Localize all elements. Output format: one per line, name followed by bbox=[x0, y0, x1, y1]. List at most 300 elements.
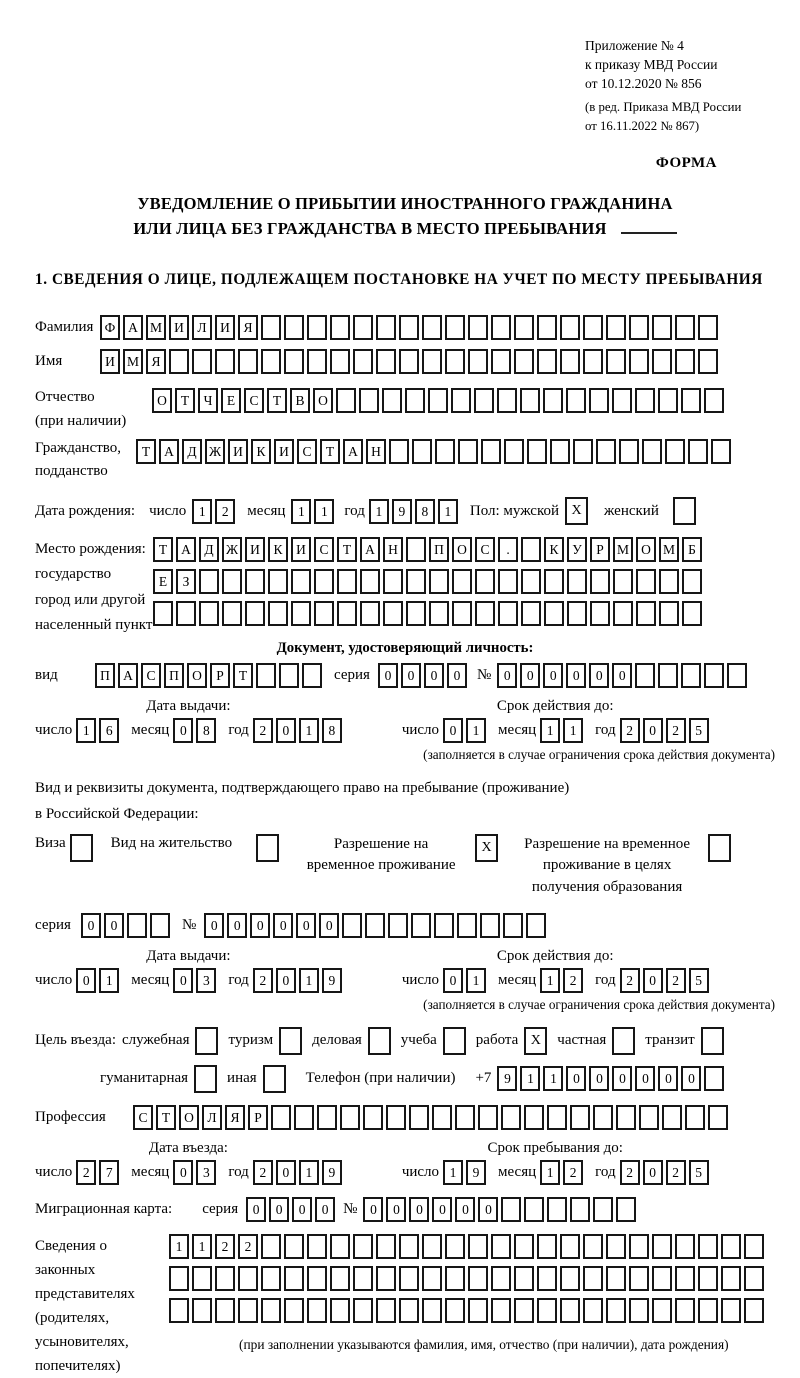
char-cell[interactable] bbox=[526, 913, 546, 938]
char-cell[interactable] bbox=[583, 315, 603, 340]
char-cell[interactable]: 9 bbox=[497, 1066, 517, 1091]
char-cell[interactable] bbox=[642, 439, 662, 464]
char-cell[interactable] bbox=[406, 601, 426, 626]
char-cell[interactable] bbox=[314, 569, 334, 594]
char-cell[interactable]: Р bbox=[248, 1105, 268, 1130]
char-cell[interactable]: И bbox=[100, 349, 120, 374]
char-cell[interactable] bbox=[199, 601, 219, 626]
char-cell[interactable]: Т bbox=[156, 1105, 176, 1130]
char-cell[interactable] bbox=[245, 569, 265, 594]
char-cell[interactable] bbox=[422, 1234, 442, 1259]
char-cell[interactable] bbox=[606, 349, 626, 374]
char-cell[interactable] bbox=[612, 388, 632, 413]
char-cell[interactable]: 1 bbox=[443, 1160, 463, 1185]
char-cell[interactable]: Т bbox=[337, 537, 357, 562]
char-cell[interactable] bbox=[195, 1027, 218, 1055]
char-cell[interactable] bbox=[279, 1027, 302, 1055]
char-cell[interactable] bbox=[330, 349, 350, 374]
char-cell[interactable] bbox=[491, 315, 511, 340]
char-cell[interactable] bbox=[429, 601, 449, 626]
char-cell[interactable] bbox=[681, 388, 701, 413]
char-cell[interactable]: Л bbox=[192, 315, 212, 340]
char-cell[interactable] bbox=[744, 1298, 764, 1323]
char-cell[interactable]: 0 bbox=[447, 663, 467, 688]
char-cell[interactable] bbox=[127, 913, 147, 938]
char-cell[interactable] bbox=[376, 1234, 396, 1259]
char-cell[interactable] bbox=[616, 1197, 636, 1222]
char-cell[interactable] bbox=[537, 1234, 557, 1259]
char-cell[interactable]: 1 bbox=[438, 499, 458, 524]
char-cell[interactable] bbox=[307, 349, 327, 374]
char-cell[interactable] bbox=[261, 315, 281, 340]
char-cell[interactable]: 1 bbox=[192, 499, 212, 524]
char-cell[interactable]: 2 bbox=[253, 968, 273, 993]
char-cell[interactable] bbox=[268, 569, 288, 594]
char-cell[interactable] bbox=[468, 1234, 488, 1259]
char-cell[interactable] bbox=[570, 1105, 590, 1130]
char-cell[interactable]: 1 bbox=[520, 1066, 540, 1091]
char-cell[interactable]: К bbox=[251, 439, 271, 464]
char-cell[interactable]: А bbox=[118, 663, 138, 688]
char-cell[interactable] bbox=[524, 1197, 544, 1222]
char-cell[interactable] bbox=[368, 1027, 391, 1055]
char-cell[interactable]: 0 bbox=[319, 913, 339, 938]
char-cell[interactable]: И bbox=[245, 537, 265, 562]
char-cell[interactable] bbox=[330, 315, 350, 340]
char-cell[interactable]: 0 bbox=[566, 663, 586, 688]
char-cell[interactable]: А bbox=[123, 315, 143, 340]
char-cell[interactable] bbox=[612, 1027, 635, 1055]
char-cell[interactable] bbox=[388, 913, 408, 938]
char-cell[interactable]: В bbox=[290, 388, 310, 413]
char-cell[interactable]: К bbox=[268, 537, 288, 562]
char-cell[interactable]: 0 bbox=[276, 968, 296, 993]
char-cell[interactable] bbox=[376, 1298, 396, 1323]
char-cell[interactable] bbox=[429, 569, 449, 594]
char-cell[interactable]: Б bbox=[682, 537, 702, 562]
char-cell[interactable] bbox=[629, 1298, 649, 1323]
char-cell[interactable]: 0 bbox=[443, 968, 463, 993]
char-cell[interactable] bbox=[330, 1234, 350, 1259]
char-cell[interactable]: 2 bbox=[253, 1160, 273, 1185]
char-cell[interactable] bbox=[711, 439, 731, 464]
char-cell[interactable] bbox=[284, 315, 304, 340]
char-cell[interactable] bbox=[405, 388, 425, 413]
char-cell[interactable] bbox=[573, 439, 593, 464]
char-cell[interactable] bbox=[527, 439, 547, 464]
char-cell[interactable] bbox=[192, 349, 212, 374]
char-cell[interactable] bbox=[497, 388, 517, 413]
char-cell[interactable] bbox=[468, 1298, 488, 1323]
char-cell[interactable] bbox=[284, 349, 304, 374]
char-cell[interactable] bbox=[412, 439, 432, 464]
char-cell[interactable] bbox=[491, 1234, 511, 1259]
char-cell[interactable] bbox=[376, 315, 396, 340]
char-cell[interactable]: 0 bbox=[292, 1197, 312, 1222]
char-cell[interactable]: 0 bbox=[173, 718, 193, 743]
char-cell[interactable] bbox=[337, 569, 357, 594]
char-cell[interactable]: 0 bbox=[543, 663, 563, 688]
char-cell[interactable]: 0 bbox=[173, 968, 193, 993]
char-cell[interactable] bbox=[445, 1234, 465, 1259]
char-cell[interactable] bbox=[455, 1105, 475, 1130]
char-cell[interactable]: 0 bbox=[246, 1197, 266, 1222]
char-cell[interactable]: 8 bbox=[415, 499, 435, 524]
char-cell[interactable] bbox=[192, 1266, 212, 1291]
char-cell[interactable] bbox=[434, 913, 454, 938]
char-cell[interactable]: 8 bbox=[196, 718, 216, 743]
char-cell[interactable]: Н bbox=[366, 439, 386, 464]
char-cell[interactable] bbox=[524, 1105, 544, 1130]
char-cell[interactable]: 3 bbox=[196, 968, 216, 993]
char-cell[interactable] bbox=[567, 601, 587, 626]
char-cell[interactable]: О bbox=[152, 388, 172, 413]
char-cell[interactable] bbox=[376, 349, 396, 374]
char-cell[interactable] bbox=[261, 1234, 281, 1259]
char-cell[interactable] bbox=[222, 569, 242, 594]
char-cell[interactable] bbox=[688, 439, 708, 464]
char-cell[interactable] bbox=[451, 388, 471, 413]
char-cell[interactable] bbox=[399, 1234, 419, 1259]
char-cell[interactable]: А bbox=[159, 439, 179, 464]
char-cell[interactable] bbox=[629, 1266, 649, 1291]
char-cell[interactable] bbox=[673, 497, 696, 525]
char-cell[interactable] bbox=[363, 1105, 383, 1130]
char-cell[interactable] bbox=[744, 1234, 764, 1259]
char-cell[interactable] bbox=[475, 569, 495, 594]
char-cell[interactable] bbox=[360, 601, 380, 626]
char-cell[interactable]: 3 bbox=[196, 1160, 216, 1185]
char-cell[interactable]: 0 bbox=[424, 663, 444, 688]
char-cell[interactable]: 0 bbox=[276, 718, 296, 743]
char-cell[interactable] bbox=[353, 1234, 373, 1259]
char-cell[interactable] bbox=[153, 601, 173, 626]
char-cell[interactable]: И bbox=[215, 315, 235, 340]
char-cell[interactable]: О bbox=[187, 663, 207, 688]
char-cell[interactable] bbox=[675, 349, 695, 374]
char-cell[interactable]: М bbox=[613, 537, 633, 562]
char-cell[interactable]: 2 bbox=[253, 718, 273, 743]
char-cell[interactable] bbox=[406, 569, 426, 594]
char-cell[interactable] bbox=[294, 1105, 314, 1130]
char-cell[interactable]: О bbox=[179, 1105, 199, 1130]
char-cell[interactable] bbox=[514, 1266, 534, 1291]
char-cell[interactable] bbox=[291, 601, 311, 626]
char-cell[interactable]: 0 bbox=[296, 913, 316, 938]
char-cell[interactable]: 1 bbox=[299, 968, 319, 993]
char-cell[interactable] bbox=[596, 439, 616, 464]
char-cell[interactable]: 0 bbox=[635, 1066, 655, 1091]
char-cell[interactable] bbox=[307, 1298, 327, 1323]
char-cell[interactable]: 2 bbox=[215, 1234, 235, 1259]
char-cell[interactable]: 7 bbox=[99, 1160, 119, 1185]
char-cell[interactable] bbox=[457, 913, 477, 938]
char-cell[interactable]: 0 bbox=[173, 1160, 193, 1185]
char-cell[interactable] bbox=[399, 1298, 419, 1323]
char-cell[interactable]: Ж bbox=[205, 439, 225, 464]
char-cell[interactable] bbox=[639, 1105, 659, 1130]
char-cell[interactable] bbox=[478, 1105, 498, 1130]
char-cell[interactable] bbox=[537, 1298, 557, 1323]
char-cell[interactable]: 0 bbox=[363, 1197, 383, 1222]
char-cell[interactable]: Т bbox=[136, 439, 156, 464]
char-cell[interactable]: 0 bbox=[566, 1066, 586, 1091]
char-cell[interactable]: Ж bbox=[222, 537, 242, 562]
char-cell[interactable] bbox=[514, 349, 534, 374]
char-cell[interactable] bbox=[422, 1298, 442, 1323]
char-cell[interactable] bbox=[445, 315, 465, 340]
char-cell[interactable]: Д bbox=[182, 439, 202, 464]
char-cell[interactable] bbox=[590, 601, 610, 626]
char-cell[interactable]: Е bbox=[153, 569, 173, 594]
char-cell[interactable]: 0 bbox=[401, 663, 421, 688]
char-cell[interactable]: 1 bbox=[76, 718, 96, 743]
char-cell[interactable]: 0 bbox=[81, 913, 101, 938]
char-cell[interactable] bbox=[279, 663, 299, 688]
char-cell[interactable]: Т bbox=[175, 388, 195, 413]
char-cell[interactable] bbox=[681, 663, 701, 688]
char-cell[interactable] bbox=[593, 1197, 613, 1222]
char-cell[interactable] bbox=[537, 315, 557, 340]
char-cell[interactable] bbox=[238, 349, 258, 374]
char-cell[interactable]: 0 bbox=[104, 913, 124, 938]
char-cell[interactable]: 0 bbox=[497, 663, 517, 688]
char-cell[interactable]: 1 bbox=[299, 718, 319, 743]
char-cell[interactable]: К bbox=[544, 537, 564, 562]
char-cell[interactable] bbox=[194, 1065, 217, 1093]
char-cell[interactable] bbox=[238, 1266, 258, 1291]
char-cell[interactable]: 0 bbox=[443, 718, 463, 743]
char-cell[interactable]: Я bbox=[225, 1105, 245, 1130]
char-cell[interactable]: 0 bbox=[612, 1066, 632, 1091]
char-cell[interactable]: 5 bbox=[689, 968, 709, 993]
char-cell[interactable] bbox=[708, 834, 731, 862]
char-cell[interactable] bbox=[353, 315, 373, 340]
char-cell[interactable] bbox=[261, 349, 281, 374]
char-cell[interactable]: 0 bbox=[589, 1066, 609, 1091]
char-cell[interactable] bbox=[302, 663, 322, 688]
char-cell[interactable]: 8 bbox=[322, 718, 342, 743]
char-cell[interactable] bbox=[547, 1197, 567, 1222]
char-cell[interactable] bbox=[475, 601, 495, 626]
char-cell[interactable] bbox=[382, 388, 402, 413]
char-cell[interactable]: П bbox=[429, 537, 449, 562]
char-cell[interactable]: 0 bbox=[204, 913, 224, 938]
char-cell[interactable] bbox=[652, 349, 672, 374]
char-cell[interactable] bbox=[501, 1197, 521, 1222]
char-cell[interactable] bbox=[480, 913, 500, 938]
char-cell[interactable] bbox=[504, 439, 524, 464]
char-cell[interactable] bbox=[458, 439, 478, 464]
char-cell[interactable] bbox=[176, 601, 196, 626]
char-cell[interactable]: 0 bbox=[681, 1066, 701, 1091]
char-cell[interactable]: 0 bbox=[589, 663, 609, 688]
char-cell[interactable] bbox=[284, 1298, 304, 1323]
char-cell[interactable] bbox=[386, 1105, 406, 1130]
char-cell[interactable] bbox=[314, 601, 334, 626]
char-cell[interactable]: 2 bbox=[620, 718, 640, 743]
char-cell[interactable] bbox=[635, 663, 655, 688]
char-cell[interactable]: П bbox=[164, 663, 184, 688]
char-cell[interactable] bbox=[256, 663, 276, 688]
char-cell[interactable] bbox=[399, 1266, 419, 1291]
char-cell[interactable] bbox=[675, 1266, 695, 1291]
char-cell[interactable]: 0 bbox=[643, 968, 663, 993]
char-cell[interactable] bbox=[432, 1105, 452, 1130]
char-cell[interactable] bbox=[521, 601, 541, 626]
char-cell[interactable] bbox=[336, 388, 356, 413]
char-cell[interactable]: 1 bbox=[291, 499, 311, 524]
char-cell[interactable]: 2 bbox=[563, 1160, 583, 1185]
char-cell[interactable] bbox=[514, 1298, 534, 1323]
char-cell[interactable] bbox=[675, 1234, 695, 1259]
char-cell[interactable]: 1 bbox=[99, 968, 119, 993]
char-cell[interactable] bbox=[268, 601, 288, 626]
char-cell[interactable]: 0 bbox=[643, 1160, 663, 1185]
char-cell[interactable]: И bbox=[274, 439, 294, 464]
char-cell[interactable]: А bbox=[360, 537, 380, 562]
char-cell[interactable] bbox=[383, 601, 403, 626]
char-cell[interactable]: 0 bbox=[76, 968, 96, 993]
char-cell[interactable]: 0 bbox=[250, 913, 270, 938]
char-cell[interactable] bbox=[215, 1266, 235, 1291]
char-cell[interactable] bbox=[307, 1266, 327, 1291]
char-cell[interactable]: 0 bbox=[658, 1066, 678, 1091]
char-cell[interactable] bbox=[443, 1027, 466, 1055]
char-cell[interactable]: И bbox=[228, 439, 248, 464]
char-cell[interactable] bbox=[593, 1105, 613, 1130]
char-cell[interactable] bbox=[629, 1234, 649, 1259]
char-cell[interactable] bbox=[583, 1266, 603, 1291]
char-cell[interactable] bbox=[481, 439, 501, 464]
char-cell[interactable]: X bbox=[524, 1027, 547, 1055]
char-cell[interactable] bbox=[744, 1266, 764, 1291]
char-cell[interactable]: 1 bbox=[369, 499, 389, 524]
char-cell[interactable] bbox=[652, 1298, 672, 1323]
char-cell[interactable]: 1 bbox=[540, 968, 560, 993]
char-cell[interactable]: Т bbox=[233, 663, 253, 688]
char-cell[interactable] bbox=[284, 1266, 304, 1291]
char-cell[interactable] bbox=[659, 601, 679, 626]
char-cell[interactable]: 2 bbox=[666, 1160, 686, 1185]
char-cell[interactable]: Ф bbox=[100, 315, 120, 340]
char-cell[interactable] bbox=[698, 1266, 718, 1291]
char-cell[interactable] bbox=[537, 1266, 557, 1291]
char-cell[interactable] bbox=[215, 1298, 235, 1323]
char-cell[interactable] bbox=[340, 1105, 360, 1130]
char-cell[interactable]: О bbox=[452, 537, 472, 562]
char-cell[interactable] bbox=[560, 349, 580, 374]
char-cell[interactable]: 1 bbox=[192, 1234, 212, 1259]
char-cell[interactable]: 1 bbox=[466, 718, 486, 743]
char-cell[interactable] bbox=[698, 349, 718, 374]
char-cell[interactable] bbox=[514, 1234, 534, 1259]
char-cell[interactable]: О bbox=[636, 537, 656, 562]
char-cell[interactable]: Я bbox=[146, 349, 166, 374]
char-cell[interactable] bbox=[307, 1234, 327, 1259]
char-cell[interactable]: 1 bbox=[299, 1160, 319, 1185]
char-cell[interactable] bbox=[261, 1266, 281, 1291]
char-cell[interactable] bbox=[520, 388, 540, 413]
char-cell[interactable]: Т bbox=[153, 537, 173, 562]
char-cell[interactable] bbox=[583, 1298, 603, 1323]
char-cell[interactable] bbox=[501, 1105, 521, 1130]
char-cell[interactable] bbox=[583, 1234, 603, 1259]
char-cell[interactable] bbox=[337, 601, 357, 626]
char-cell[interactable] bbox=[636, 601, 656, 626]
char-cell[interactable] bbox=[256, 834, 279, 862]
char-cell[interactable]: Р bbox=[590, 537, 610, 562]
char-cell[interactable]: Е bbox=[221, 388, 241, 413]
char-cell[interactable] bbox=[353, 1266, 373, 1291]
char-cell[interactable] bbox=[422, 315, 442, 340]
char-cell[interactable] bbox=[652, 315, 672, 340]
char-cell[interactable] bbox=[704, 1066, 724, 1091]
char-cell[interactable] bbox=[365, 913, 385, 938]
char-cell[interactable] bbox=[567, 569, 587, 594]
char-cell[interactable] bbox=[353, 349, 373, 374]
char-cell[interactable] bbox=[544, 569, 564, 594]
char-cell[interactable]: 0 bbox=[315, 1197, 335, 1222]
char-cell[interactable] bbox=[330, 1298, 350, 1323]
char-cell[interactable] bbox=[665, 439, 685, 464]
char-cell[interactable] bbox=[452, 601, 472, 626]
char-cell[interactable] bbox=[570, 1197, 590, 1222]
char-cell[interactable] bbox=[199, 569, 219, 594]
char-cell[interactable] bbox=[406, 537, 426, 562]
char-cell[interactable] bbox=[284, 1234, 304, 1259]
char-cell[interactable]: 1 bbox=[314, 499, 334, 524]
char-cell[interactable] bbox=[353, 1298, 373, 1323]
char-cell[interactable] bbox=[468, 349, 488, 374]
char-cell[interactable] bbox=[682, 569, 702, 594]
char-cell[interactable]: Р bbox=[210, 663, 230, 688]
char-cell[interactable] bbox=[698, 1234, 718, 1259]
char-cell[interactable] bbox=[721, 1266, 741, 1291]
char-cell[interactable] bbox=[583, 349, 603, 374]
char-cell[interactable] bbox=[560, 1298, 580, 1323]
char-cell[interactable]: Т bbox=[267, 388, 287, 413]
char-cell[interactable]: 0 bbox=[276, 1160, 296, 1185]
char-cell[interactable] bbox=[659, 569, 679, 594]
char-cell[interactable] bbox=[704, 663, 724, 688]
char-cell[interactable] bbox=[514, 315, 534, 340]
char-cell[interactable] bbox=[468, 315, 488, 340]
char-cell[interactable] bbox=[566, 388, 586, 413]
char-cell[interactable]: М bbox=[146, 315, 166, 340]
char-cell[interactable]: 2 bbox=[666, 718, 686, 743]
char-cell[interactable] bbox=[636, 569, 656, 594]
char-cell[interactable] bbox=[547, 1105, 567, 1130]
char-cell[interactable] bbox=[452, 569, 472, 594]
char-cell[interactable]: 0 bbox=[432, 1197, 452, 1222]
char-cell[interactable]: С bbox=[141, 663, 161, 688]
char-cell[interactable] bbox=[411, 913, 431, 938]
char-cell[interactable]: 9 bbox=[466, 1160, 486, 1185]
char-cell[interactable]: 2 bbox=[238, 1234, 258, 1259]
char-cell[interactable] bbox=[704, 388, 724, 413]
char-cell[interactable]: Ч bbox=[198, 388, 218, 413]
char-cell[interactable]: X bbox=[565, 497, 588, 525]
char-cell[interactable] bbox=[675, 315, 695, 340]
char-cell[interactable] bbox=[543, 388, 563, 413]
char-cell[interactable]: 1 bbox=[466, 968, 486, 993]
char-cell[interactable] bbox=[238, 1298, 258, 1323]
char-cell[interactable] bbox=[261, 1298, 281, 1323]
char-cell[interactable]: 2 bbox=[620, 1160, 640, 1185]
char-cell[interactable]: С bbox=[475, 537, 495, 562]
char-cell[interactable] bbox=[662, 1105, 682, 1130]
